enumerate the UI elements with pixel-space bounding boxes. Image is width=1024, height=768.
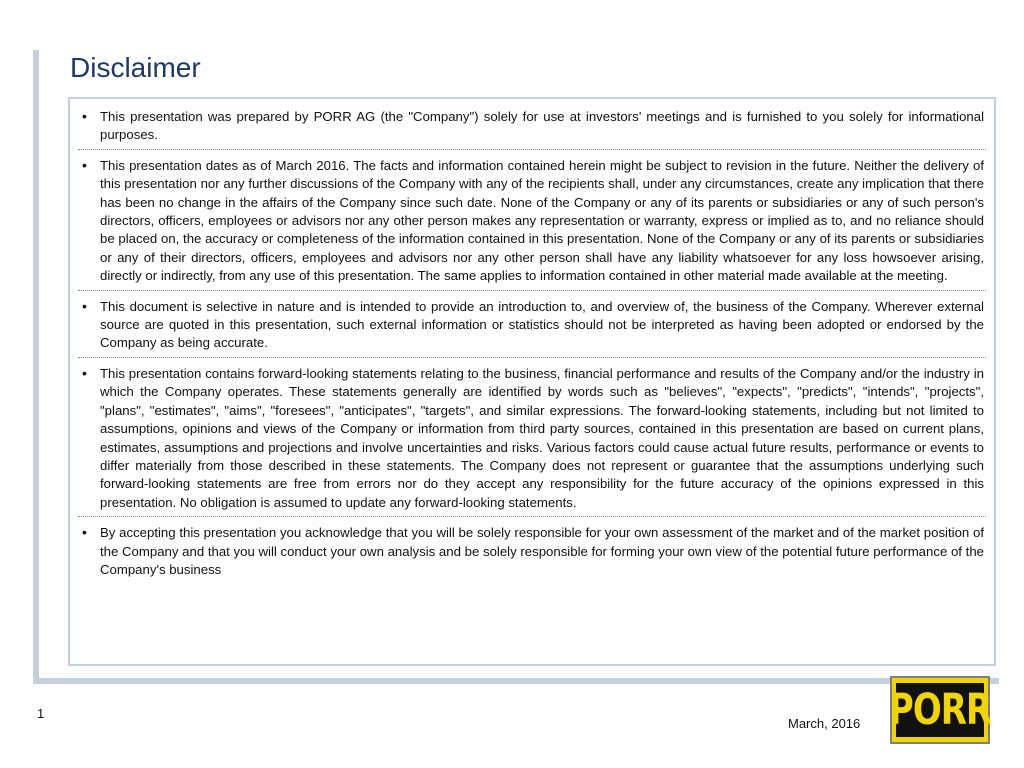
disclaimer-text: This presentation dates as of March 2016. The facts and information contained herein might be subject to revision in the future. Neither the delivery of this presentation nor any further discussions of the Company with any of the recipients shall, under any circumstances, create any implication that there has been no change in the affairs of the Company since such date. None of the Company or any of its parents or subsidiaries or any of such person's directors, officers, employees or advisors nor any other person makes any representation or warranty, express or implied as to, and no reliance should be placed on, the accuracy or completeness of the information contained in this presentation. None of the Company or any of its parents or subsidiaries or any of their directors, officers, employees and advisors nor any other person shall have any liability whatsoever for any loss howsoever arising, directly or indirectly, from any use of this presentation. The same applies to information contained in other material made available at the meeting.: [100, 157, 984, 284]
disclaimer-item: [78, 296, 986, 358]
page-number: 1: [37, 706, 45, 721]
disclaimer-text: This presentation contains forward-looking statements relating to the business, financial performance and results of the Company and/or the industry in which the Company operates. These statements generally are identified by words such as "believes", "expects", "predicts", "intends", "projects", "plans", "estimates", "aims", "foresees", "anticipates", "targets", and similar expressions. The forward-looking statements, including but not limited to assumptions, opinions and views of the Company or information from third party sources, contained in this presentation are based on current plans, estimates, assumptions and projections and involve uncertainties and risks. Various factors could cause actual future results, performance or events to differ materially from those described in these statements. The Company does not represent or guarantee that the assumptions underlying such forward-looking statements are free from errors nor do they accept any responsibility for the future accuracy of the opinions expressed in this presentation. No obligation is assumed to update any forward-looking statements.: [100, 365, 984, 510]
bullet-icon: •: [82, 156, 87, 173]
slide-title: Disclaimer: [70, 52, 201, 83]
bullet-icon: •: [82, 297, 87, 314]
disclaimer-item: [78, 522, 986, 583]
presentation-date: March, 2016: [788, 716, 861, 731]
bottom-frame-rule: [33, 678, 999, 684]
disclaimer-item: [78, 155, 986, 291]
bullet-icon: •: [82, 524, 87, 541]
bullet-icon: •: [82, 108, 87, 124]
porr-logo-badge: [888, 683, 992, 737]
left-frame-rule: [33, 50, 39, 684]
porr-logo-text: PORR: [888, 685, 992, 735]
disclaimer-item: [78, 106, 986, 150]
porr-logo: [890, 676, 990, 744]
disclaimer-text: This presentation was prepared by PORR AG (the "Company") solely for use at investors’ meetings and is furnished to you solely for informational purposes.: [100, 109, 984, 143]
disclaimer-box: [68, 97, 996, 666]
disclaimer-text: This document is selective in nature and is intended to provide an introduction to, and overview of, the business of the Company. Wherever external source are quoted in this presentation, such external information or statistics should not be interpreted as having been adopted or endorsed by the Company as being accurate.: [100, 298, 984, 351]
disclaimer-text: By accepting this presentation you acknowledge that you will be solely responsible for your own assessment of the market and of the market position of the Company and that you will conduct your own analysis and be solely responsible for forming your own view of the potential future performance of the Company's business: [100, 525, 984, 577]
bullet-icon: •: [82, 364, 87, 381]
disclaimer-item: [78, 363, 986, 517]
